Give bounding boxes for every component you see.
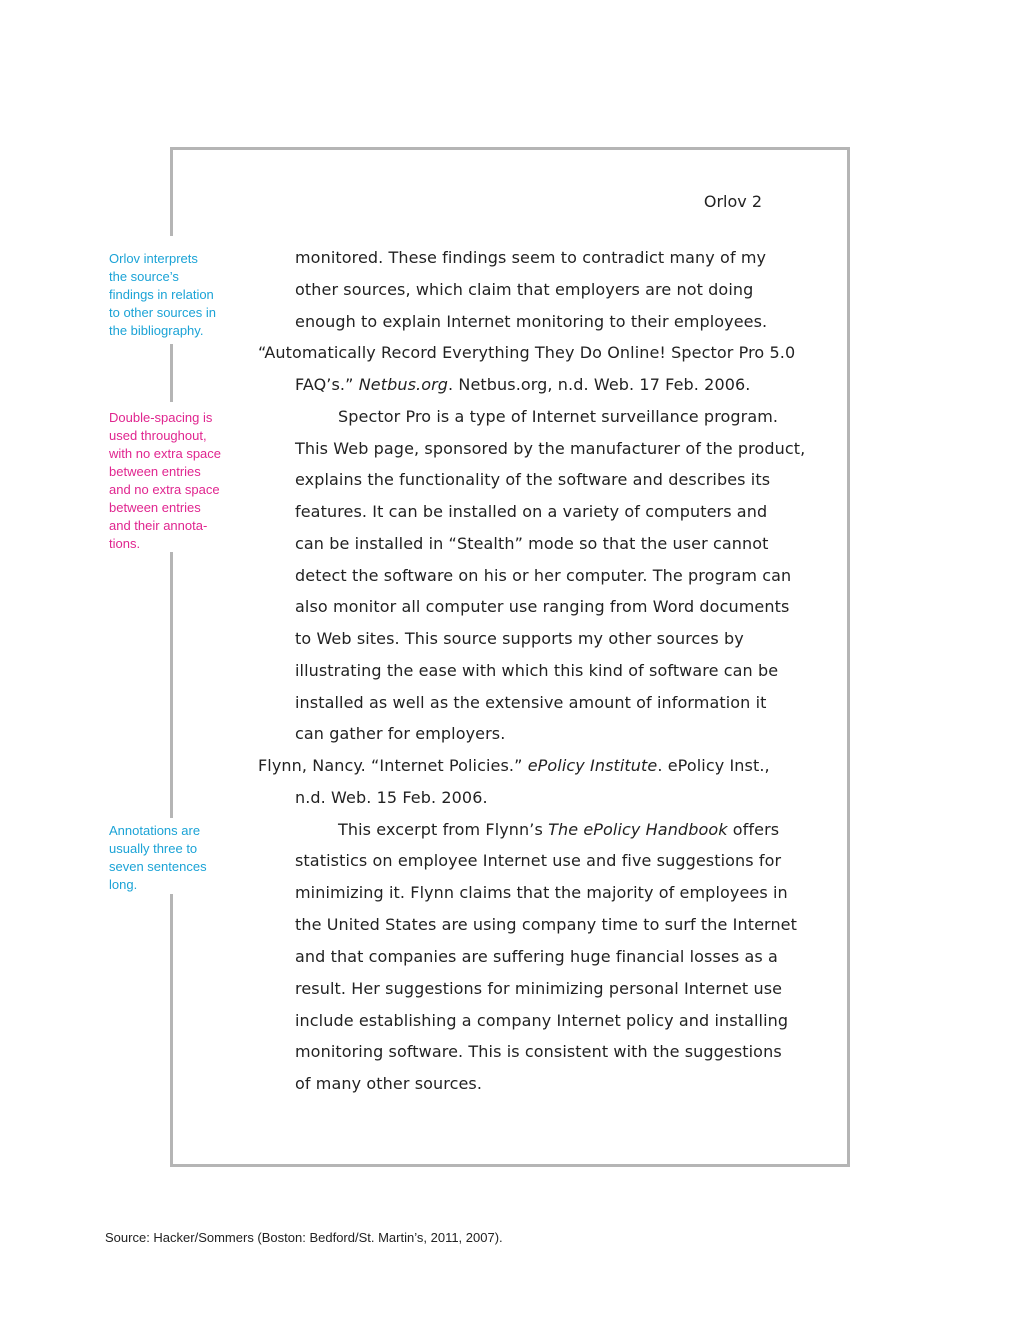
body-line: result. Her suggestions for minimizing personal Internet use [295, 979, 783, 998]
annotation-paragraph-start: Spector Pro is a type of Internet surveillance program. [338, 407, 779, 426]
body-line: of many other sources. [295, 1074, 483, 1093]
body-line: monitored. These findings seem to contradict many of my [295, 248, 767, 267]
body-line [295, 374, 750, 396]
bibliography-entry: “Automatically Record Everything They Do Online! Spector Pro 5.0 [258, 343, 796, 362]
body-line: to Web sites. This source supports my other sources by [295, 629, 744, 648]
source-citation: Source: Hacker/Sommers (Boston: Bedford/St. Martin’s, 2011, 2007). [105, 1230, 503, 1245]
annotation-paragraph-start [338, 819, 779, 841]
annotation-line: between entries [109, 464, 201, 479]
text-span: . Netbus.org, n.d. Web. 17 Feb. 2006. [448, 375, 751, 394]
annotation-line: with no extra space [109, 446, 222, 461]
body-line: detect the software on his or her computer. The program can [295, 566, 792, 585]
text-span: Flynn, Nancy. “Internet Policies.” [258, 756, 528, 775]
body-line: include establishing a company Internet policy and installing [295, 1011, 789, 1030]
body-line: explains the functionality of the software and describes its [295, 470, 771, 489]
text-span: FAQ’s.” [295, 375, 359, 394]
body-line: enough to explain Internet monitoring to their employees. [295, 312, 768, 331]
body-line: can gather for employers. [295, 724, 506, 743]
body-line: the United States are using company time to surf the Internet [295, 915, 797, 934]
body-line: can be installed in “Stealth” mode so that the user cannot [295, 534, 769, 553]
annotation-line: Orlov interprets [109, 251, 198, 266]
annotation-line: long. [109, 877, 138, 892]
body-line: n.d. Web. 15 Feb. 2006. [295, 788, 488, 807]
body-line: and that companies are suffering huge financial losses as a [295, 947, 778, 966]
text-span: . ePolicy Inst., [657, 756, 770, 775]
annotation-line: usually three to [109, 841, 198, 856]
body-line: features. It can be installed on a variety of computers and [295, 502, 768, 521]
running-head: Orlov 2 [703, 192, 762, 211]
website-title: ePolicy Institute [527, 756, 658, 775]
body-line: installed as well as the extensive amount of information it [295, 693, 767, 712]
body-line: This Web page, sponsored by the manufacturer of the product, [295, 439, 806, 458]
annotation-line: the source’s [109, 269, 179, 284]
annotation-line: Annotations are [109, 823, 201, 838]
annotation-line: to other sources in [109, 305, 216, 320]
text-span: This excerpt from Flynn’s [338, 820, 549, 839]
annotation-line: the bibliography. [109, 323, 204, 338]
body-line: illustrating the ease with which this kind of software can be [295, 661, 779, 680]
website-title: Netbus.org [358, 375, 449, 394]
annotation-line: between entries [109, 500, 201, 515]
annotation-line: and their annota- [109, 518, 208, 533]
annotation-line: used throughout, [109, 428, 207, 443]
annotation-line: seven sentences [109, 859, 207, 874]
body-line: other sources, which claim that employers are not doing [295, 280, 754, 299]
text-span: offers [727, 820, 780, 839]
body-line: monitoring software. This is consistent with the suggestions [295, 1042, 782, 1061]
annotation-line: findings in relation [109, 287, 214, 302]
annotation-line: Double-spacing is [109, 410, 213, 425]
annotation-line: and no extra space [109, 482, 220, 497]
body-line: also monitor all computer use ranging from Word documents [295, 597, 790, 616]
book-title: The ePolicy Handbook [548, 820, 728, 839]
body-line: statistics on employee Internet use and five suggestions for [295, 851, 782, 870]
annotation-line: tions. [109, 536, 141, 551]
body-line: minimizing it. Flynn claims that the majority of employees in [295, 883, 788, 902]
bibliography-entry [258, 755, 770, 777]
